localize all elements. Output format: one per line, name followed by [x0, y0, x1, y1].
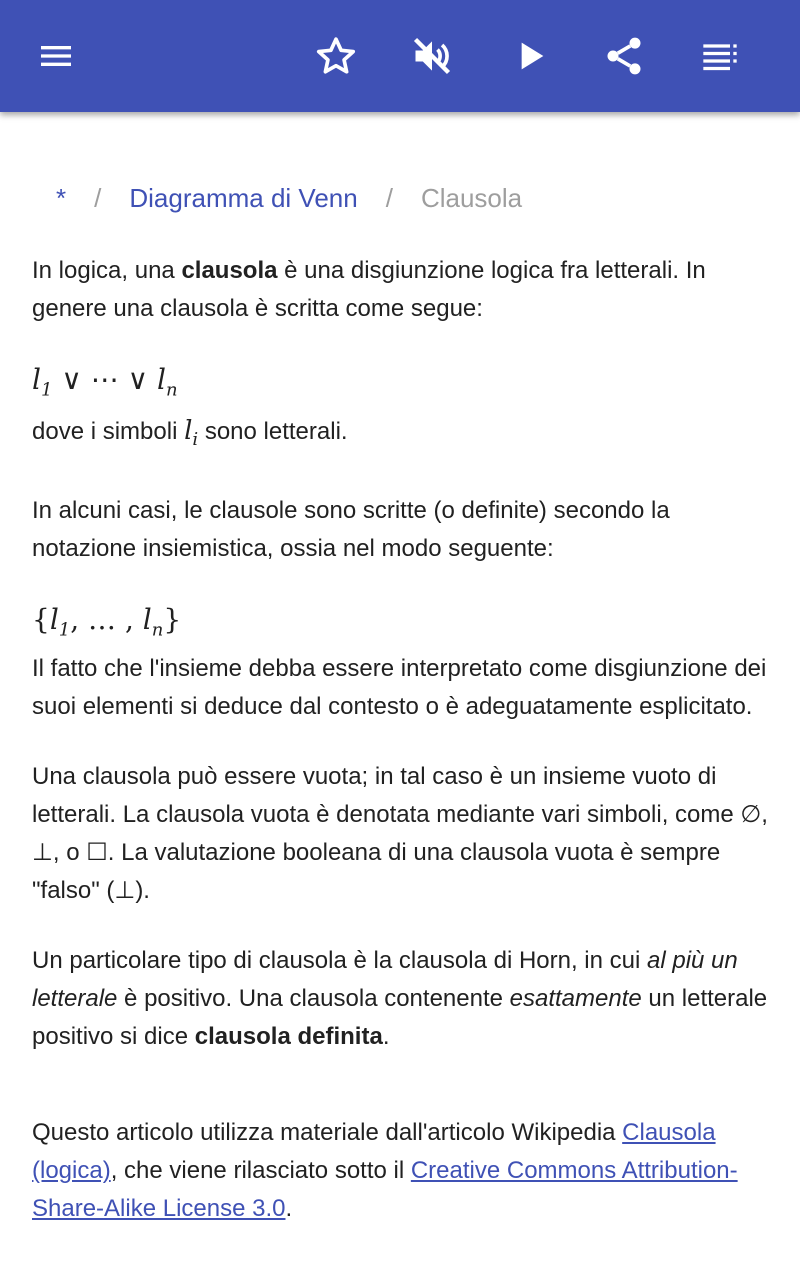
- play-icon[interactable]: [498, 24, 562, 88]
- paragraph-empty-clause: Una clausola può essere vuota; in tal caso è un insieme vuoto di letterali. La clausola vuota è denotata mediante vari simboli, come ∅, ⊥, o ☐. La valutazione booleana di una clausola vuota è sempre "falso" (⊥).: [32, 763, 768, 905]
- breadcrumb-separator: /: [94, 183, 102, 213]
- hamburger-menu-icon[interactable]: [24, 24, 88, 88]
- empty-set-symbol: ∅: [740, 801, 762, 829]
- term-clausola-definita: clausola definita: [194, 1023, 383, 1051]
- paragraph-set-notation: In alcuni casi, le clausole sono scritte (o definite) secondo la notazione insiemistica, ossia nel modo seguente:: [32, 496, 670, 562]
- breadcrumb-separator: /: [385, 183, 393, 213]
- formula-disjunction: $l_1$ ∨ ⋯ ∨ $l_n$: [32, 363, 178, 401]
- paragraph-horn: Un particolare tipo di clausola è la clausola di Horn, in cui al più un letterale è positivo. Una clausola contenente esattamente un letterale positivo si dice clausola definita.: [32, 947, 768, 1051]
- term-clausola: clausola: [181, 257, 278, 284]
- bottom-symbol: ⊥: [114, 877, 136, 905]
- article-content: [32, 160, 772, 1260]
- paragraph-symbols: dove i simboli $l_i$ sono letterali.: [32, 415, 348, 450]
- volume-off-icon[interactable]: [400, 24, 464, 88]
- paragraph-interpretation: Il fatto che l'insieme debba essere interpretato come disgiunzione dei suoi elementi si deduce dal contesto o è adeguatamente esplicitato.: [32, 655, 767, 721]
- app-toolbar: [0, 0, 800, 112]
- bottom-symbol: ⊥: [32, 839, 53, 867]
- breadcrumb-current: Clausola: [420, 183, 523, 213]
- license-footer: Questo articolo utilizza materiale dall'articolo Wikipedia Clausola (logica), che viene rilasciato sotto il Creative Commons Attribution-Share-Alike License 3.0.: [32, 1119, 738, 1223]
- share-icon[interactable]: [592, 24, 656, 88]
- paragraph-definition: In logica, una clausola è una disgiunzione logica fra letterali. In genere una clausola è scritta come segue:: [32, 257, 706, 322]
- source-article-link[interactable]: Clausola (logica): [32, 1119, 716, 1185]
- star-outline-icon[interactable]: [304, 24, 368, 88]
- symbol-li: $l_i$: [184, 415, 199, 450]
- breadcrumb: [56, 160, 772, 236]
- license-link[interactable]: Creative Commons Attribution-Share-Alike License 3.0: [32, 1157, 738, 1223]
- breadcrumb-home[interactable]: *: [56, 183, 67, 213]
- breadcrumb-parent[interactable]: Diagramma di Venn: [129, 183, 358, 213]
- playlist-icon[interactable]: [688, 24, 752, 88]
- formula-set: {$l_1$, … , $l_n$}: [32, 602, 182, 641]
- box-symbol: ☐: [86, 839, 108, 867]
